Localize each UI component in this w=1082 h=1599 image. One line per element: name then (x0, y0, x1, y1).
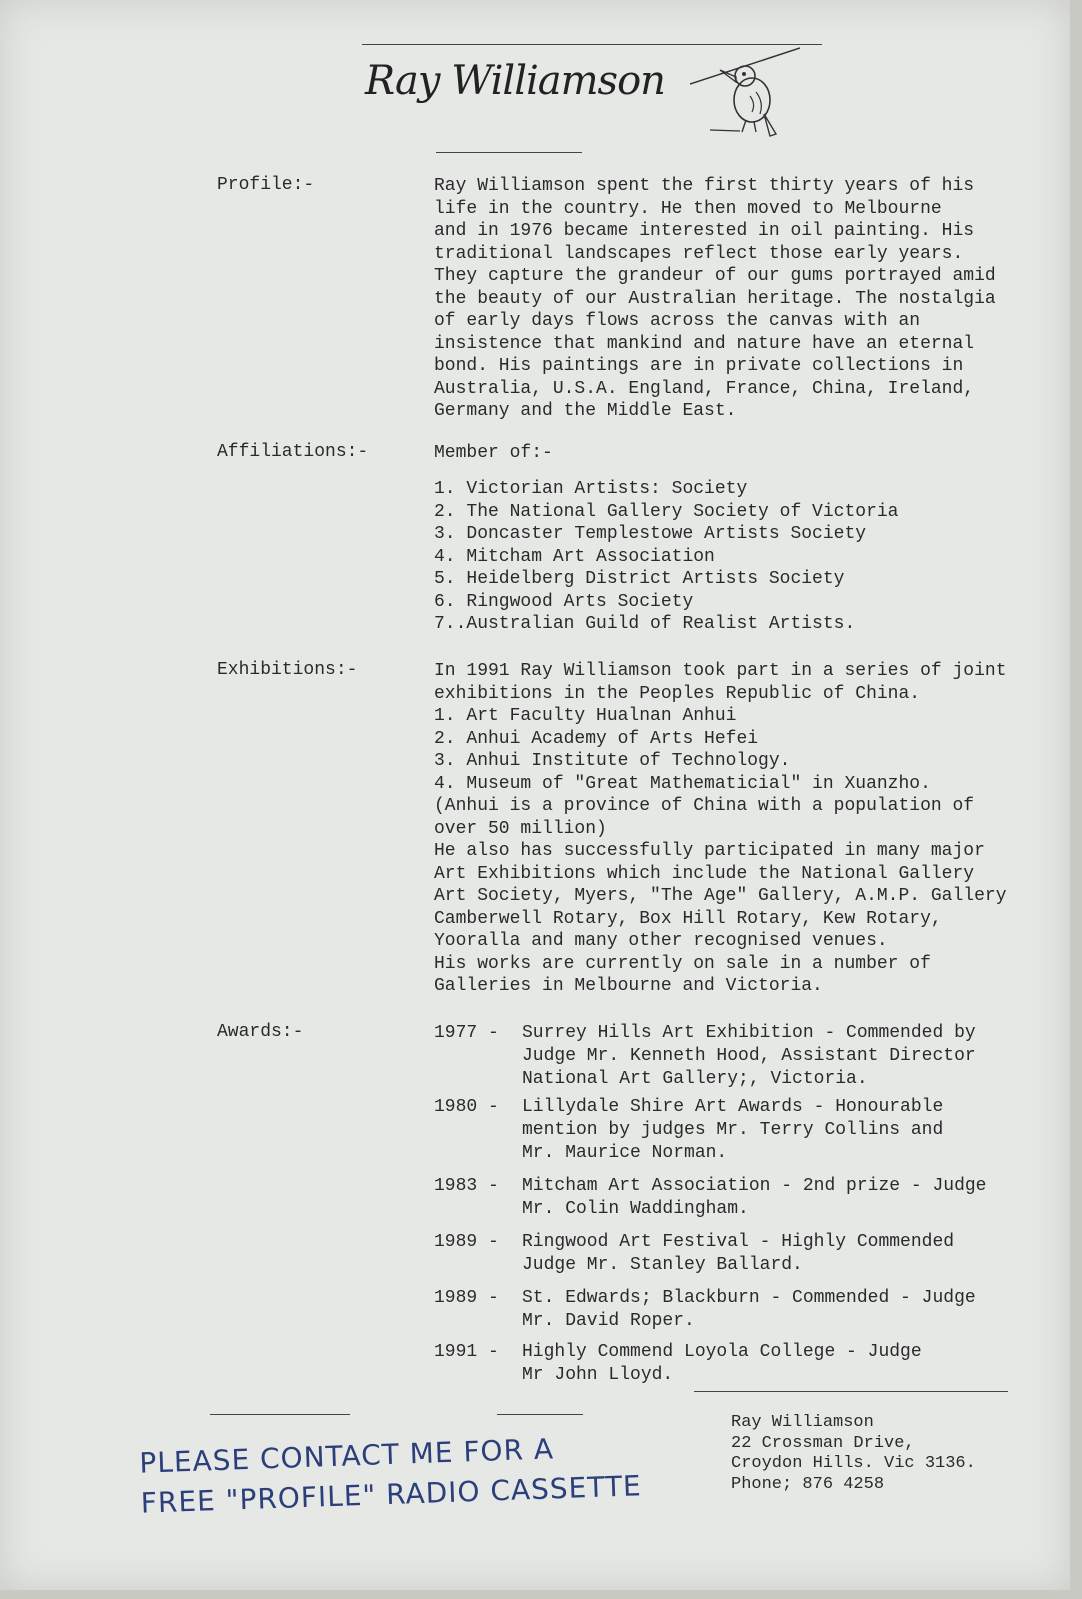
award-text: Lillydale Shire Art Awards - Honourable mention by judges Mr. Terry Collins and Mr. Maurice Norman. (522, 1097, 944, 1163)
profile-label: Profile:- (217, 175, 315, 195)
affiliations-label: Affiliations:- (217, 442, 369, 462)
profile-text: Ray Williamson spent the first thirty years of his life in the country. He then moved to Melbourne and in 1976 became interested in oil painting. His traditional landscapes reflect those early years. They capture the grandeur of our gums portrayed amid the beauty of our Australian heritage. The nostalgia of early days flows across the canvas with an insistence that mankind and nature have an eternal bond. His paintings are in private collections in Australia, U.S.A. England, France, China, Ireland, Germany and the Middle East. (434, 176, 996, 421)
list-item: 4. Mitcham Art Association (434, 546, 715, 567)
awards-label: Awards:- (217, 1022, 304, 1042)
footer-rule (210, 1414, 350, 1415)
award-year: 1977 - (434, 1023, 499, 1043)
award-year: 1983 - (434, 1176, 499, 1196)
contact-address-line2: Croydon Hills. Vic 3136. (731, 1454, 976, 1473)
kookaburra-icon (690, 40, 800, 140)
contact-name: Ray Williamson (731, 1413, 874, 1432)
header-bottom-rule (436, 152, 582, 153)
award-year: 1980 - (434, 1097, 499, 1117)
contact-phone: Phone; 876 4258 (731, 1474, 885, 1494)
list-item: 6. Ringwood Arts Society (434, 591, 694, 612)
contact-block (731, 1413, 976, 1495)
footer-rule (497, 1414, 583, 1415)
list-item: 7..Australian Guild of Realist Artists. (434, 614, 856, 634)
award-text: Ringwood Art Festival - Highly Commended Judge Mr. Stanley Ballard. (522, 1232, 955, 1275)
affiliations-intro: Member of:- (434, 443, 553, 463)
exhibitions-label: Exhibitions:- (217, 660, 358, 680)
award-text: Highly Commend Loyola College - Judge Mr John Lloyd. (522, 1342, 922, 1385)
handwritten-line2: FREE "PROFILE" RADIO CASSETTE (140, 1469, 643, 1520)
award-year: 1989 - (434, 1288, 499, 1308)
exhibitions-text: In 1991 Ray Williamson took part in a series of joint exhibitions in the Peoples Republic of China. 1. Art Faculty Hualnan Anhui 2. Anhui Academy of Arts Hefei 3. Anhui Institute of Technology. 4. Museum of "Great Mathematicial" in Xuanzho. (Anhui is a province of China with a population of over 50 million) He also has successfully participated in many major Art Exhibitions which include the National Gallery Art Society, Myers, "The Age" Gallery, A.M.P. Gallery Camberwell Rotary, Box Hill Rotary, Kew Rotary, Yooralla and many other recognised venues. His works are currently on sale in a number of Galleries in Melbourne and Victoria. (434, 661, 1007, 996)
contact-address-line1: 22 Crossman Drive, (731, 1433, 915, 1453)
handwritten-line1: PLEASE CONTACT ME FOR A (138, 1432, 555, 1480)
list-item: 2. The National Gallery Society of Victoria (434, 501, 899, 522)
footer-rule (694, 1391, 1008, 1392)
list-item: 3. Doncaster Templestowe Artists Society (434, 524, 867, 544)
award-text: Surrey Hills Art Exhibition - Commended by Judge Mr. Kenneth Hood, Assistant Director National Art Gallery;, Victoria. (522, 1023, 976, 1089)
award-text: St. Edwards; Blackburn - Commended - Judge Mr. David Roper. (522, 1288, 976, 1331)
affiliations-list (434, 478, 898, 636)
signature: Ray Williamson (365, 58, 665, 104)
list-item: 1. Victorian Artists: Society (434, 479, 748, 499)
award-text: Mitcham Art Association - 2nd prize - Judge Mr. Colin Waddingham. (522, 1176, 987, 1219)
award-year: 1989 - (434, 1232, 499, 1252)
list-item: 5. Heidelberg District Artists Society (434, 569, 845, 589)
award-year: 1991 - (434, 1342, 499, 1362)
handwritten-note (139, 1426, 643, 1523)
